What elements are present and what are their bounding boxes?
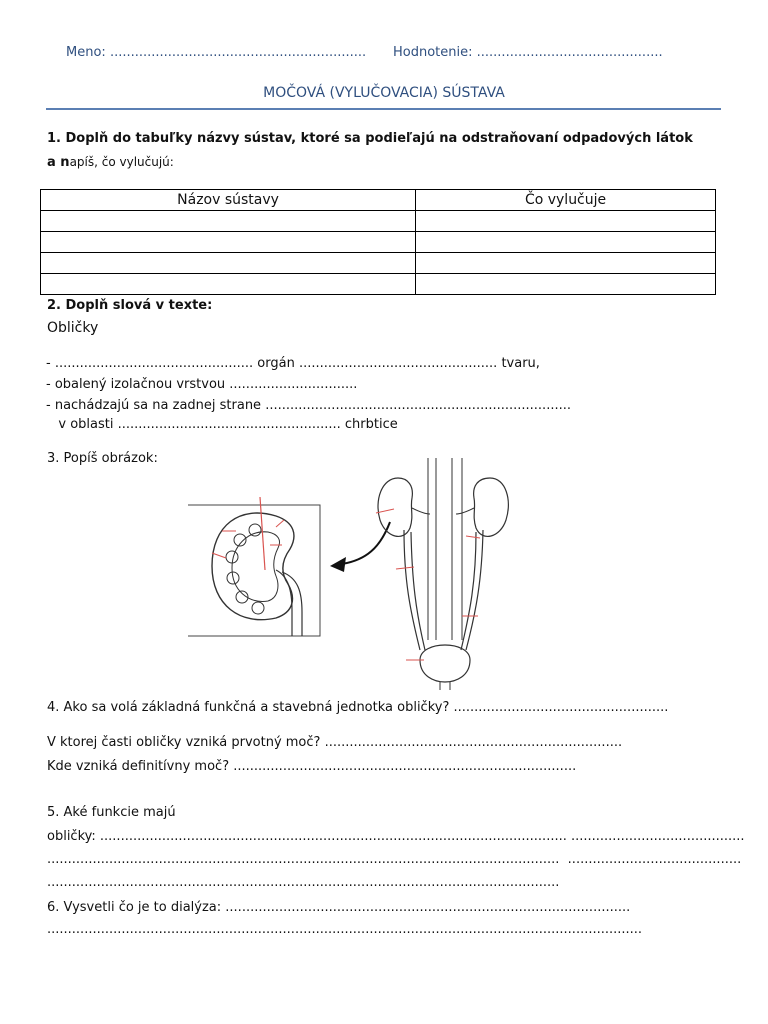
q2-subtitle: Obličky (47, 320, 99, 336)
q1-prompt-rest: apíš, čo vylučujú: (69, 155, 174, 169)
q2-line: - ................................................ orgán ................................................ tvaru, (46, 356, 540, 371)
page-title: MOČOVÁ (VYLUČOVACIA) SÚSTAVA (263, 85, 505, 101)
q2-line: - obalený izolačnou vrstvou ............................... (46, 377, 358, 392)
q5-answer-line: obličky: ................................................................................................................. .......................................... (47, 829, 745, 844)
grade-label: Hodnotenie: (393, 45, 473, 60)
q6-question: 6. Vysvetli čo je to dialýza: .................................................................................................. (47, 900, 631, 915)
q1-prompt-bold-start: a n (47, 155, 70, 170)
q4-question-1: 4. Ako sa volá základná funkčná a stavebná jednotka obličky? .................................................... (47, 700, 669, 715)
table-header-cell: Názov sústavy (41, 190, 416, 211)
q2-line: - nachádzajú sa na zadnej strane .......................................................................... (46, 398, 571, 413)
q1-prompt: 1. Doplň do tabuľky názvy sústav, ktoré sa podieľajú na odstraňovaní odpadových látok (47, 131, 693, 146)
q3-title: 3. Popíš obrázok: (47, 451, 158, 466)
name-line: .............................................................. (109, 45, 367, 60)
q4-question-3: Kde vzniká definitívny moč? ................................................................................... (47, 759, 577, 774)
table-header-cell: Čo vylučuje (416, 190, 716, 211)
grade-line: ............................................. (476, 45, 663, 60)
q4-question-2: V ktorej časti obličky vzniká prvotný moč? ........................................................................ (47, 735, 623, 750)
q6-answer-line: ................................................................................................................................................ (47, 922, 643, 937)
q5-title: 5. Aké funkcie majú (47, 805, 176, 820)
q5-answer-line: ............................................................................................................................ .......................................... (47, 852, 742, 867)
name-label: Meno: (66, 45, 106, 60)
kidney-cross-section (188, 497, 320, 636)
urinary-system-outline (376, 458, 508, 690)
pointer-arrow-icon (330, 522, 390, 572)
q2-line: v oblasti ...................................................... chrbtice (46, 417, 398, 432)
q2-title: 2. Doplň slová v texte: (47, 298, 213, 313)
q5-answer-line: ............................................................................................................................ (47, 875, 560, 890)
